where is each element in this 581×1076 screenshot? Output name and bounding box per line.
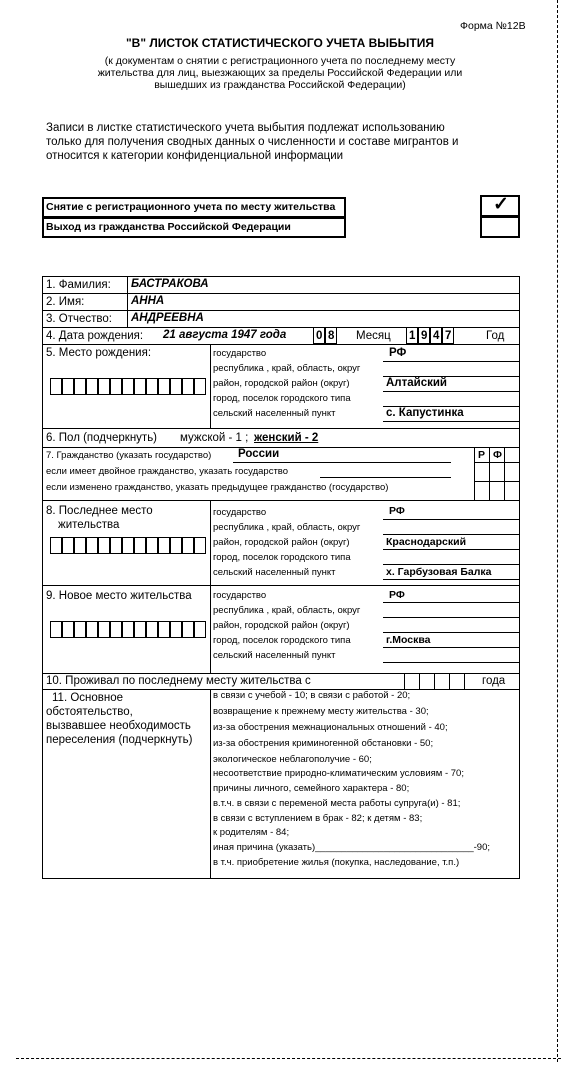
birthplace-city-label: город, поселок городского типа <box>213 393 351 404</box>
subtitle-line-3: вышедших из гражданства Российской Федерации) <box>154 79 406 91</box>
new-residence-label: 9. Новое место жительства <box>46 590 192 602</box>
new-residence-region-label: республика , край, область, округ <box>213 605 361 616</box>
subtitle-line-1: (к документам о снятии с регистрационного учета по последнему месту <box>104 55 456 67</box>
birthplace-village-label: сельский населенный пункт <box>213 408 336 419</box>
surname-label: 1. Фамилия: <box>46 279 111 291</box>
last-residence-village-label: сельский населенный пункт <box>213 567 336 578</box>
reason-deregistration-label: Снятие с регистрационного учета по месту жительства <box>46 201 336 213</box>
birthplace-label: 5. Место рождения: <box>46 347 152 359</box>
birthplace-district-value[interactable]: Алтайский <box>386 377 447 389</box>
form-title: "В" ЛИСТОК СТАТИСТИЧЕСКОГО УЧЕТА ВЫБЫТИЯ <box>125 36 434 50</box>
year-digit-3[interactable]: 4 <box>430 327 442 344</box>
last-residence-state-label: государство <box>213 507 267 518</box>
last-residence-label-1: 8. Последнее место <box>46 505 153 517</box>
circumstance-item[interactable]: возвращение к прежнему месту жительства - 30; <box>213 706 429 717</box>
lived-since-label: 10. Проживал по последнему месту жительства с <box>46 675 311 687</box>
citizenship-dual-label: если имеет двойное гражданство, указать государство <box>46 466 289 477</box>
birthdate-label: 4. Дата рождения: <box>46 330 144 342</box>
birthplace-district-label: район, городской район (округ) <box>213 378 350 389</box>
cut-line-horizontal <box>16 1058 561 1059</box>
year-label: Год <box>486 330 505 342</box>
circumstance-item[interactable]: в т.ч. приобретение жилья (покупка, наследование, т.п.) <box>213 857 460 868</box>
birthplace-state-label: государство <box>213 348 267 359</box>
last-residence-district-label: район, городской район (округ) <box>213 537 350 548</box>
year-digit-1[interactable]: 1 <box>406 327 418 344</box>
year-digit-4[interactable]: 7 <box>442 327 454 344</box>
circumstance-item[interactable]: в.т.ч. в связи с переменой места работы супруга(и) - 81; <box>213 798 461 809</box>
circumstance-item[interactable]: из-за обострения криминогенной обстановки - 50; <box>213 738 434 749</box>
citizenship-label: 7. Гражданство (указать государство) <box>46 450 212 461</box>
citizenship-value[interactable]: России <box>238 448 280 460</box>
last-residence-village-value[interactable]: х. Гарбузовая Балка <box>386 566 492 578</box>
gender-male-option[interactable]: мужской - 1 ; <box>180 432 249 444</box>
new-residence-state-value[interactable]: РФ <box>389 589 405 601</box>
new-residence-village-label: сельский населенный пункт <box>213 650 336 661</box>
circumstance-label-4: переселения (подчеркнуть) <box>46 734 193 746</box>
gender-label: 6. Пол (подчеркнуть) <box>46 432 158 444</box>
last-residence-state-value[interactable]: РФ <box>389 505 405 517</box>
last-residence-region-label: республика , край, область, округ <box>213 522 361 533</box>
citizenship-col-f: Ф <box>493 449 502 461</box>
notice-line-3: относится к категории конфиденциальной информации <box>46 150 344 162</box>
new-residence-city-value[interactable]: г.Москва <box>386 634 431 646</box>
birthdate-value[interactable]: 21 августа 1947 года <box>163 329 287 341</box>
month-digit-1[interactable]: 0 <box>313 327 325 344</box>
circumstance-item[interactable]: в связи с учебой - 10; в связи с работой - 20; <box>213 690 411 701</box>
month-digit-2[interactable]: 8 <box>325 327 337 344</box>
last-residence-district-value[interactable]: Краснодарский <box>386 536 467 548</box>
circumstance-item[interactable]: несоответствие природно-климатическим условиям - 70; <box>213 768 464 779</box>
last-residence-label-2: жительства <box>58 519 120 531</box>
notice-line-2: только для получения сводных данных о численности и составе мигрантов и <box>46 136 459 148</box>
new-residence-district-label: район, городской район (округ) <box>213 620 350 631</box>
gender-female-option[interactable]: женский - 2 <box>254 432 319 444</box>
lived-since-year-label: года <box>482 675 506 687</box>
circumstance-item[interactable]: в связи с вступлением в брак - 82; к детям - 83; <box>213 813 423 824</box>
year-digit-2[interactable]: 9 <box>418 327 430 344</box>
notice-line-1: Записи в листке статистического учета выбытия подлежат использованию <box>46 122 445 134</box>
name-label: 2. Имя: <box>46 296 85 308</box>
check-mark-icon: ✓ <box>493 194 509 215</box>
citizenship-checkbox[interactable] <box>480 216 520 238</box>
circumstance-label-1: 11. Основное <box>52 692 124 704</box>
circumstance-item[interactable]: экологическое неблагополучие - 60; <box>213 754 372 765</box>
new-residence-city-label: город, поселок городского типа <box>213 635 351 646</box>
form-number: Форма №12В <box>460 20 526 32</box>
birthplace-region-label: республика , край, область, округ <box>213 363 361 374</box>
surname-value[interactable]: БАСТРАКОВА <box>131 278 209 290</box>
birthplace-village-value[interactable]: с. Капустинка <box>386 407 464 419</box>
cut-line-vertical <box>557 0 558 1062</box>
name-value[interactable]: АННА <box>131 295 165 307</box>
patronymic-label: 3. Отчество: <box>46 313 112 325</box>
citizenship-col-r: Р <box>478 449 486 461</box>
subtitle-line-2: жительства для лиц, выезжающих за пределы Российской Федерации или <box>97 67 463 79</box>
circumstance-item[interactable]: иная причина (указать)______________________________-90; <box>213 842 491 853</box>
citizenship-changed-label: если изменено гражданство, указать предыдущее гражданство (государство) <box>46 482 389 493</box>
last-residence-city-label: город, поселок городского типа <box>213 552 351 563</box>
reason-citizenship-label: Выход из гражданства Российской Федерации <box>46 221 291 233</box>
circumstance-label-3: вызвавшее необходимость <box>46 720 191 732</box>
patronymic-value[interactable]: АНДРЕЕВНА <box>131 312 204 324</box>
birthplace-state-value[interactable]: РФ <box>389 347 407 359</box>
circumstance-item[interactable]: причины личного, семейного характера - 80; <box>213 783 410 794</box>
new-residence-state-label: государство <box>213 590 267 601</box>
circumstance-item[interactable]: из-за обострения межнациональных отношений - 40; <box>213 722 448 733</box>
circumstance-label-2: обстоятельство, <box>46 706 133 718</box>
month-label: Месяц <box>356 330 391 342</box>
circumstance-item[interactable]: к родителям - 84; <box>213 827 290 838</box>
